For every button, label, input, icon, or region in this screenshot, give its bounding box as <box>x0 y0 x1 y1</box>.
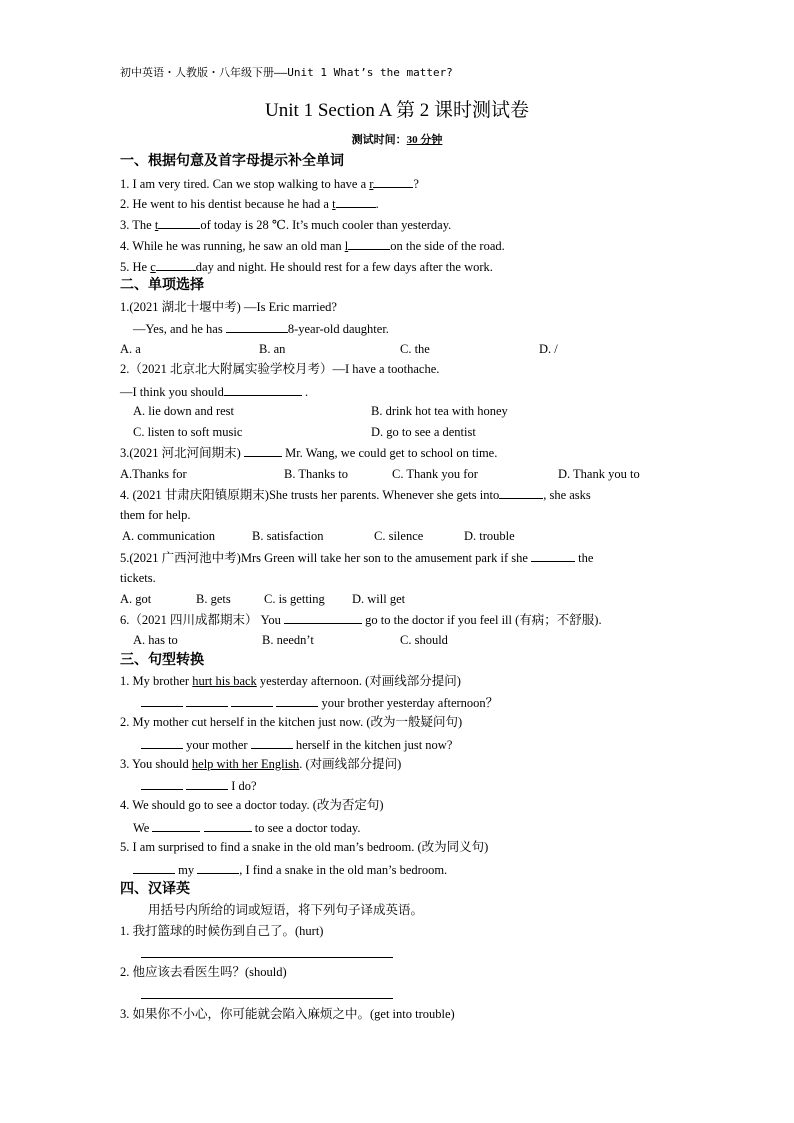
answer-blank[interactable] <box>141 694 183 707</box>
sec2-question-1: 1.(2021 湖北十堰中考) —Is Eric married? <box>120 300 337 314</box>
answer-blank[interactable] <box>152 819 200 832</box>
sec2-question-6: 6.（2021 四川成都期末） You go to the doctor if you feel ill (有病；不舒服). <box>120 613 602 627</box>
answer-blank[interactable] <box>531 549 575 562</box>
option-a[interactable]: A. a <box>120 342 141 356</box>
answer-blank[interactable] <box>251 736 293 749</box>
answer-blank[interactable] <box>141 777 183 790</box>
document-title: Unit 1 Section A 第 2 课时测试卷 <box>265 100 529 121</box>
sec4-question-3: 3. 如果你不小心，你可能就会陷入麻烦之中。(get into trouble) <box>120 1007 455 1021</box>
option-b[interactable]: B. Thanks to <box>284 467 349 481</box>
sec2-question-3: 3.(2021 河北河间期末) Mr. Wang, we could get to school on time. <box>120 446 498 460</box>
section-2-heading: 二、单项选择 <box>120 277 204 293</box>
answer-blank[interactable] <box>224 383 302 396</box>
option-a[interactable]: A.Thanks for <box>120 467 187 481</box>
section-3-heading: 三、句型转换 <box>120 652 204 668</box>
sec3-question-5-answer: my , I find a snake in the old man’s bedroom. <box>133 861 447 878</box>
sec3-question-4: 4. We should go to see a doctor today. (改为否定句) <box>120 798 384 812</box>
answer-blank[interactable] <box>158 216 200 229</box>
sec1-question-4: 4. While he was running, he saw an old man l on the side of the road. <box>120 239 505 253</box>
underlined-part: help with her English <box>191 757 300 771</box>
sec2-question-5: 5.(2021 广西河池中考)Mrs Green will take her son to the amusement park if she the <box>120 551 594 565</box>
test-time-value: 30 分钟 <box>406 134 443 146</box>
option-b[interactable]: B. an <box>259 342 286 356</box>
answer-blank[interactable] <box>204 819 252 832</box>
sec3-question-5: 5. I am surprised to find a snake in the old man’s bedroom. (改为同义句) <box>120 840 489 854</box>
answer-blank[interactable] <box>499 486 543 499</box>
option-a[interactable]: A. has to <box>133 633 178 647</box>
option-d[interactable]: D. trouble <box>464 529 515 543</box>
answer-blank[interactable] <box>244 444 282 457</box>
underlined-part: hurt his back <box>192 674 257 688</box>
option-d[interactable]: D. / <box>539 342 558 356</box>
option-d[interactable]: D. will get <box>352 592 406 606</box>
option-c[interactable]: C. is getting <box>264 592 325 606</box>
answer-blank[interactable] <box>133 861 175 874</box>
option-c[interactable]: C. listen to soft music <box>133 425 243 439</box>
answer-line[interactable] <box>141 998 393 999</box>
option-b[interactable]: B. needn’t <box>262 633 314 647</box>
answer-blank[interactable] <box>348 237 390 250</box>
sec2-question-4: 4. (2021 甘肃庆阳镇原期末)She trusts her parents. Whenever she gets into , she asks <box>120 488 591 502</box>
sec2-question-2-reply: —I think you should . <box>120 385 309 399</box>
document-header: 初中英语・人教版・八年级下册——Unit 1 What’s the matter? <box>120 66 453 79</box>
sec3-question-1-answer: your brother yesterday afternoon？ <box>141 694 498 711</box>
sec3-question-2: 2. My mother cut herself in the kitchen just now. (改为一般疑问句) <box>120 715 463 729</box>
section-4-heading: 四、汉译英 <box>120 881 190 897</box>
option-c[interactable]: C. Thank you for <box>392 467 478 481</box>
answer-blank[interactable] <box>186 694 228 707</box>
sec1-question-1: 1. I am very tired. Can we stop walking to have a r ? <box>120 177 419 191</box>
answer-blank[interactable] <box>336 195 376 208</box>
sec1-question-3: 3. The t of today is 28 ℃. It’s much cooler than yesterday. <box>120 218 452 232</box>
answer-blank[interactable] <box>276 694 318 707</box>
option-c[interactable]: C. should <box>400 633 448 647</box>
test-time <box>0 132 794 148</box>
sec2-question-4-continued: them for help. <box>120 508 191 522</box>
sec4-question-2: 2. 他应该去看医生吗？(should) <box>120 965 287 979</box>
sec4-question-1: 1. 我打篮球的时候伤到自己了。(hurt) <box>120 924 324 938</box>
option-a[interactable]: A. lie down and rest <box>133 404 235 418</box>
option-c[interactable]: C. the <box>400 342 430 356</box>
sec1-question-2: 2. He went to his dentist because he had a t . <box>120 197 379 211</box>
answer-blank[interactable] <box>186 777 228 790</box>
option-d[interactable]: D. go to see a dentist <box>371 425 476 439</box>
sec2-question-5-continued: tickets. <box>120 571 156 585</box>
answer-blank[interactable] <box>373 175 413 188</box>
option-c[interactable]: C. silence <box>374 529 424 543</box>
option-d[interactable]: D. Thank you to <box>558 467 640 481</box>
sec4-instruction: 用括号内所给的词或短语，将下列句子译成英语。 <box>148 903 424 917</box>
test-time-label: 测试时间： <box>351 134 407 146</box>
sec2-question-2: 2.（2021 北京北大附属实验学校月考）—I have a toothache. <box>120 362 440 376</box>
option-b[interactable]: B. gets <box>196 592 231 606</box>
answer-blank[interactable] <box>231 694 273 707</box>
option-b[interactable]: B. drink hot tea with honey <box>371 404 508 418</box>
option-a[interactable]: A. communication <box>122 529 216 543</box>
option-b[interactable]: B. satisfaction <box>252 529 324 543</box>
sec2-question-1-reply: —Yes, and he has 8-year-old daughter. <box>133 322 389 336</box>
sec3-question-2-answer: your mother herself in the kitchen just now? <box>141 736 452 753</box>
answer-blank[interactable] <box>141 736 183 749</box>
sec1-question-5: 5. He c day and night. He should rest for a few days after the work. <box>120 260 493 274</box>
option-a[interactable]: A. got <box>120 592 152 606</box>
answer-line[interactable] <box>141 957 393 958</box>
answer-blank[interactable] <box>197 861 239 874</box>
sec3-question-3-answer: I do? <box>141 777 257 794</box>
sec3-question-3: 3. You should help with her English. (对画线部分提问) <box>120 757 402 771</box>
answer-blank[interactable] <box>156 258 196 271</box>
section-1-heading: 一、根据句意及首字母提示补全单词 <box>120 153 344 169</box>
sec3-question-4-answer: We to see a doctor today. <box>133 821 361 835</box>
answer-blank[interactable] <box>284 611 362 624</box>
sec3-question-1: 1. My brother hurt his back yesterday afternoon. (对画线部分提问) <box>120 674 461 688</box>
answer-blank[interactable] <box>226 320 288 333</box>
